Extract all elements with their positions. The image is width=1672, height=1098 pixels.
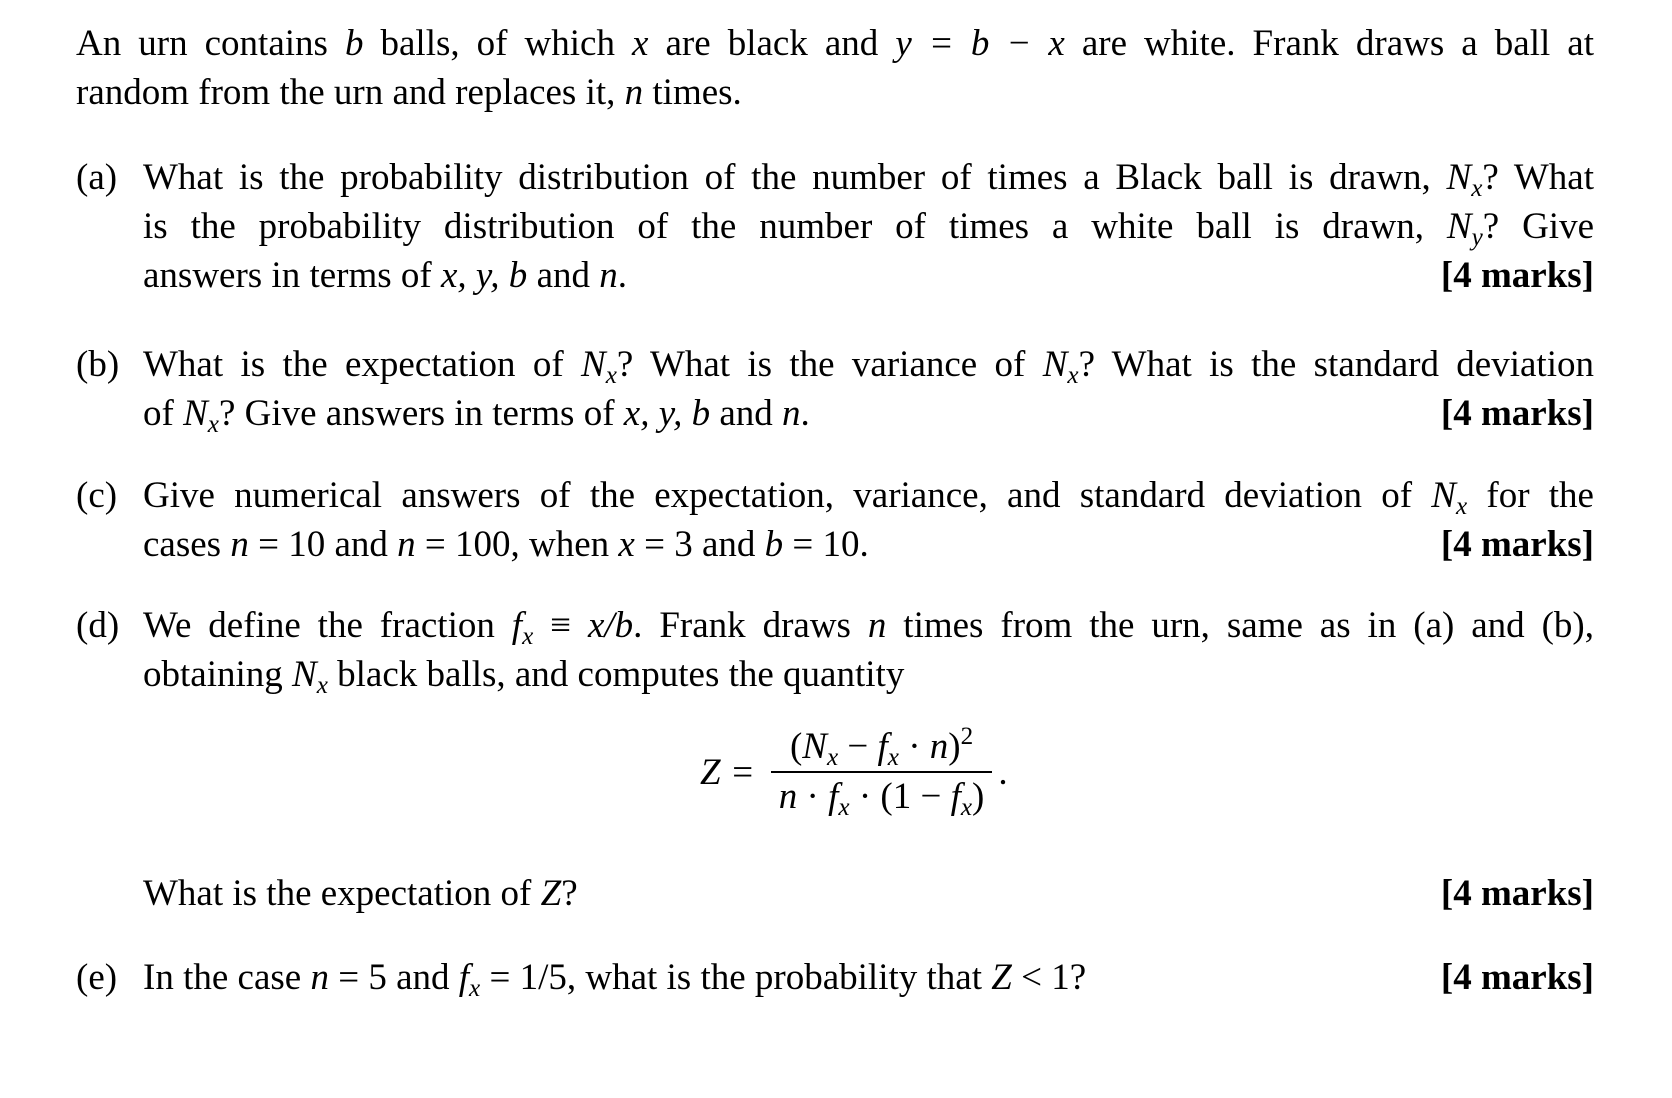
- question-text: < 1?: [1011, 957, 1087, 998]
- part-d-line-1: [143, 601, 1594, 650]
- question-text: What is the expectation of: [143, 344, 581, 385]
- marks-label: [4 marks]: [1440, 873, 1594, 914]
- question-text: In the case: [143, 957, 311, 998]
- var-n: n: [929, 726, 949, 767]
- part-body: [143, 601, 1594, 699]
- part-body: [143, 953, 1594, 1002]
- question-text: What is the expectation of: [143, 873, 541, 914]
- subscript: x: [826, 744, 839, 772]
- superscript: 2: [960, 723, 974, 751]
- question-text: = 5 and: [328, 957, 459, 998]
- question-text: = 10.: [783, 524, 869, 565]
- subscript: x: [1471, 175, 1483, 203]
- question-text: ? What is the variance of: [616, 344, 1043, 385]
- operator: ·: [898, 726, 930, 767]
- formula-denominator: [771, 773, 993, 822]
- part-label: (c): [76, 475, 118, 516]
- vars: x, y, b: [441, 255, 528, 296]
- question-text: ? What is the standard deviation: [1078, 344, 1594, 385]
- part-label: (d): [76, 605, 120, 646]
- subscript: x: [605, 362, 617, 390]
- part-b: [76, 340, 1594, 438]
- intro-text: An urn contains: [76, 23, 345, 64]
- var-N: N: [1446, 157, 1472, 198]
- var-x: x: [632, 23, 649, 64]
- intro-text: random from the urn and replaces it,: [76, 72, 625, 113]
- question-text: = 100, when: [415, 524, 619, 565]
- question-text: = 10 and: [248, 524, 398, 565]
- question-text: . Frank draws: [633, 605, 868, 646]
- part-body: [143, 471, 1594, 569]
- var-N: N: [1431, 475, 1456, 516]
- part-d-question: [76, 869, 1594, 918]
- var-N: N: [1042, 344, 1068, 385]
- intro-line-1: [76, 19, 1594, 68]
- var-n: n: [624, 72, 644, 113]
- intro-text: times.: [643, 72, 742, 113]
- var-N: N: [183, 393, 208, 434]
- question-text: ? Give answers in terms of: [218, 393, 624, 434]
- var-f: f: [877, 726, 888, 767]
- question-text: ? Give: [1482, 206, 1594, 247]
- subscript: x: [316, 672, 328, 700]
- subscript: x: [522, 623, 534, 651]
- var-Z: Z: [991, 957, 1012, 998]
- formula-numerator: [782, 725, 981, 771]
- part-a: [76, 153, 1594, 300]
- var-b: b: [344, 23, 364, 64]
- var-n: n: [230, 524, 249, 565]
- question-text: What is the probability distribution of the number of times a Black ball is drawn,: [143, 157, 1447, 198]
- question-text: for the: [1467, 475, 1594, 516]
- paren: ): [972, 776, 985, 817]
- part-d: [76, 601, 1594, 699]
- part-c: [76, 471, 1594, 569]
- subscript: x: [838, 794, 850, 822]
- paren: ): [948, 726, 961, 767]
- part-b-line-2: [143, 389, 1594, 438]
- var-n: n: [782, 393, 801, 434]
- question-text: of: [143, 393, 184, 434]
- formula-period: .: [998, 751, 1008, 793]
- part-body: [143, 869, 1594, 918]
- ratio: x/b: [587, 605, 634, 646]
- var-n: n: [397, 524, 416, 565]
- operator: · (1 −: [849, 776, 951, 817]
- var-n: n: [310, 957, 329, 998]
- var-Z: Z: [540, 873, 562, 914]
- var-N: N: [802, 726, 827, 767]
- subscript: x: [207, 411, 219, 439]
- paren: (: [789, 726, 803, 767]
- question-text: .: [617, 255, 627, 296]
- question-text: is the probability distribution of the number of times a white ball is drawn,: [143, 206, 1447, 247]
- part-a-line-2: [143, 202, 1594, 251]
- question-text: ? What: [1482, 157, 1594, 198]
- part-c-line-1: [143, 471, 1594, 520]
- formula-lhs: Z =: [700, 751, 755, 793]
- intro-text: are black and: [648, 23, 896, 64]
- question-text: .: [800, 393, 810, 434]
- subscript: x: [960, 794, 973, 822]
- var-n: n: [867, 605, 887, 646]
- equation-y: y = b − x: [895, 23, 1065, 64]
- var-x: x: [618, 524, 635, 565]
- var-N: N: [1446, 206, 1472, 247]
- part-label: (b): [76, 344, 120, 385]
- vars: x, y, b: [623, 393, 711, 434]
- z-formula: [700, 723, 1008, 822]
- question-text: cases: [143, 524, 231, 565]
- question-text: ≡: [533, 605, 588, 646]
- subscript: y: [1471, 224, 1483, 252]
- question-text: answers in terms of: [143, 255, 441, 296]
- var-N: N: [581, 344, 606, 385]
- marks-label: [4 marks]: [1440, 393, 1594, 434]
- marks-label: [4 marks]: [1440, 524, 1594, 565]
- subscript: x: [1067, 362, 1079, 390]
- operator: ·: [797, 776, 829, 817]
- formula-fraction: [771, 723, 993, 822]
- part-label: (e): [76, 957, 118, 998]
- intro-paragraph: [76, 19, 1594, 117]
- var-b: b: [764, 524, 784, 565]
- intro-text: are white. Frank draws a ball at: [1064, 23, 1594, 64]
- question-text: = 1/5, what is the probability that: [480, 957, 992, 998]
- var-n: n: [778, 776, 798, 817]
- question-text: and: [710, 393, 783, 434]
- part-c-line-2: [143, 520, 1594, 569]
- var-f: f: [511, 605, 523, 646]
- question-text: times from the urn, same as in (a) and (b),: [886, 605, 1594, 646]
- part-b-line-1: [143, 340, 1594, 389]
- part-e: [76, 953, 1594, 1002]
- question-text: We define the fraction: [143, 605, 512, 646]
- subscript: x: [469, 975, 481, 1003]
- var-f: f: [828, 776, 839, 817]
- question-text: obtaining: [143, 654, 293, 695]
- part-e-line-1: [143, 953, 1594, 1002]
- part-label: (a): [76, 157, 118, 198]
- var-n: n: [599, 255, 618, 296]
- subscript: x: [887, 744, 899, 772]
- part-d-line-2: [143, 650, 1594, 699]
- question-text: black balls, and computes the quantity: [327, 654, 905, 695]
- subscript: x: [1455, 493, 1468, 521]
- var-f: f: [950, 776, 961, 817]
- question-text: and: [527, 255, 600, 296]
- intro-line-2: [76, 68, 1594, 117]
- intro-text: balls, of which: [363, 23, 633, 64]
- var-f: f: [458, 957, 470, 998]
- marks-label: [4 marks]: [1440, 957, 1594, 998]
- part-body: [143, 153, 1594, 300]
- question-text: = 3 and: [634, 524, 765, 565]
- marks-label: [4 marks]: [1440, 255, 1594, 296]
- part-body: [143, 340, 1594, 438]
- operator: −: [838, 726, 878, 767]
- question-text: ?: [561, 873, 578, 914]
- question-text: Give numerical answers of the expectation, variance, and standard deviation of: [143, 475, 1432, 516]
- part-d-question-line: [143, 869, 1594, 918]
- part-a-line-1: [143, 153, 1594, 202]
- var-N: N: [292, 654, 317, 695]
- part-a-line-3: [143, 251, 1594, 300]
